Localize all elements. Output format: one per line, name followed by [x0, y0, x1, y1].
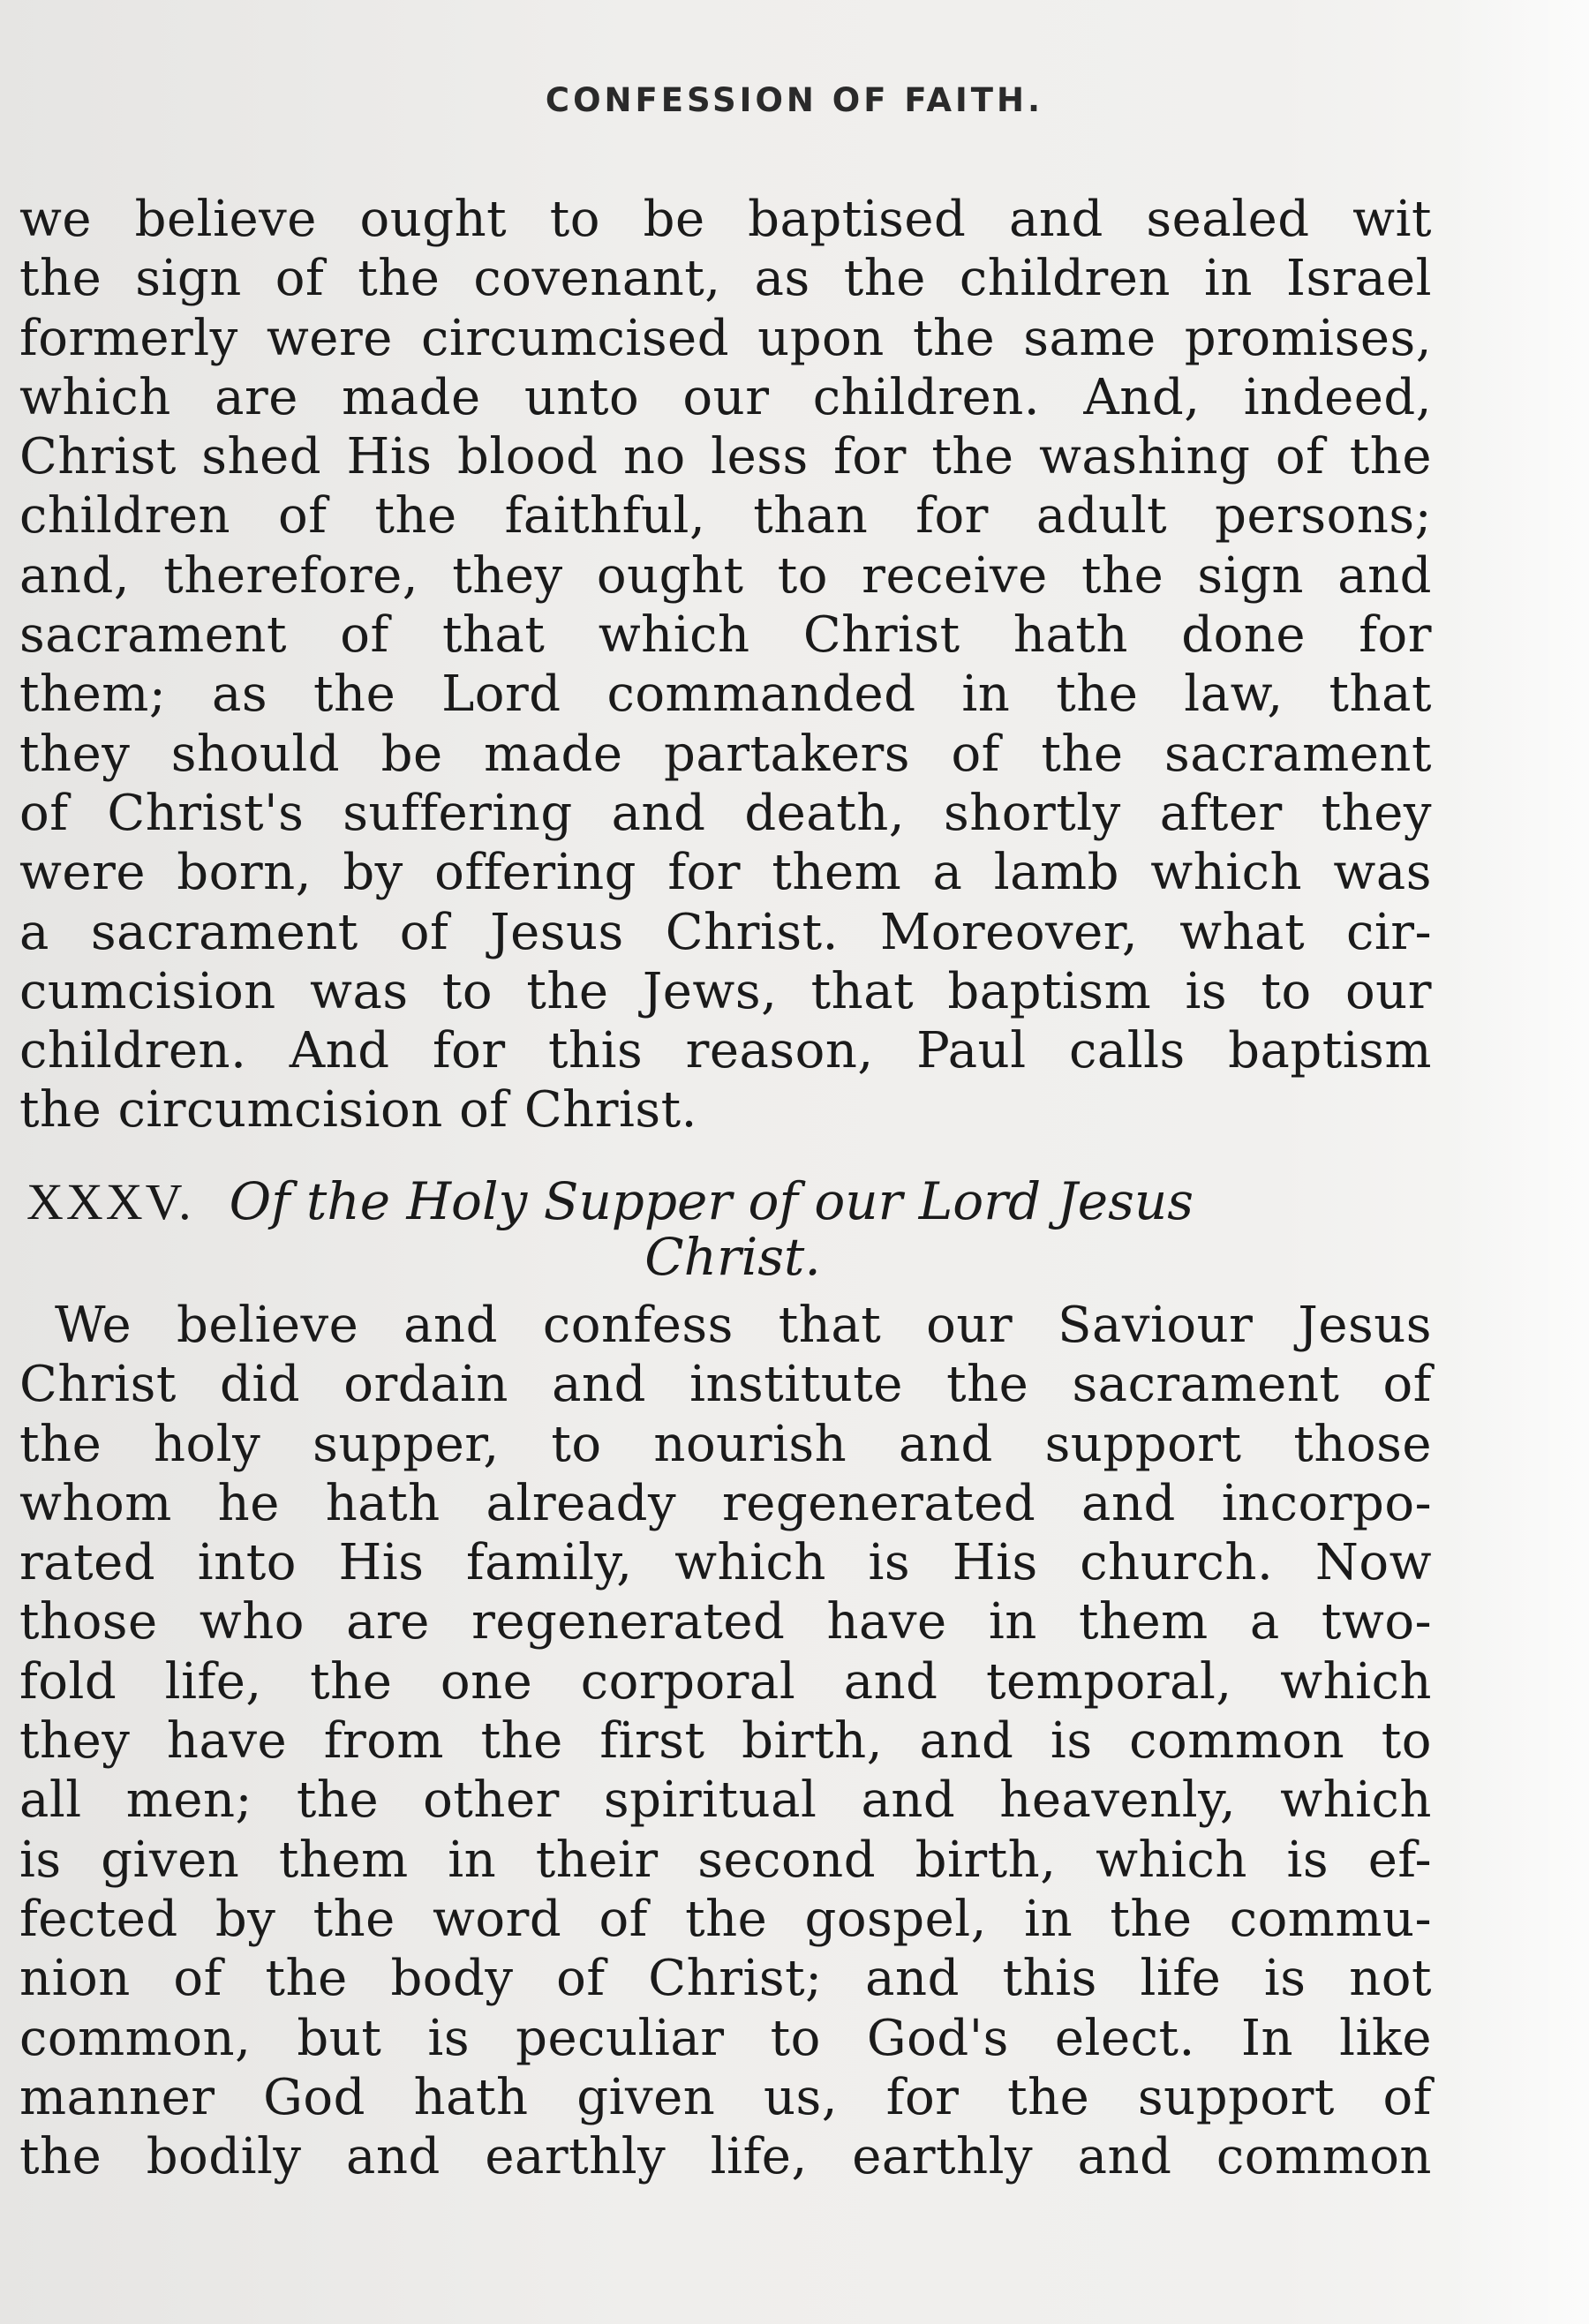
text-line: rated into His family, which is His church. Now: [19, 1534, 1432, 1592]
text-line: manner God hath given us, for the support of: [19, 2068, 1432, 2126]
text-line: formerly were circumcised upon the same promises,: [19, 309, 1432, 367]
article-heading-line-1: [26, 1171, 1439, 1231]
text-line: fold life, the one corporal and temporal, which: [19, 1652, 1432, 1711]
text-line: they have from the first birth, and is common to: [19, 1712, 1432, 1771]
text-line: Christ did ordain and institute the sacrament of: [19, 1356, 1432, 1414]
page-fold-shadow: [1448, 0, 1589, 2324]
article-numeral: XXXV.: [26, 1173, 194, 1230]
paragraph-baptism-continued: [19, 190, 1432, 1140]
text-line: those who are regenerated have in them a two-: [19, 1593, 1432, 1651]
text-line: children of the faithful, than for adult persons;: [19, 487, 1432, 545]
text-line: the sign of the covenant, as the children in Israel: [19, 250, 1432, 308]
text-line: common, but is peculiar to God's elect. In like: [19, 2009, 1432, 2067]
text-line: sacrament of that which Christ hath done for: [19, 606, 1432, 665]
text-line: whom he hath already regenerated and incorpo-: [19, 1474, 1432, 1532]
text-line: nion of the body of Christ; and this life is not: [19, 1950, 1432, 2008]
text-line: We believe and confess that our Saviour Jesus: [55, 1297, 1432, 1354]
text-line: cumcision was to the Jews, that baptism is to our: [19, 962, 1432, 1020]
text-line: fected by the word of the gospel, in the commu-: [19, 1890, 1432, 1948]
text-line: them; as the Lord commanded in the law, that: [19, 666, 1432, 724]
text-line: the circumcision of Christ.: [19, 1081, 697, 1139]
article-title: Of the Holy Supper of our Lord Jesus: [229, 1171, 1194, 1231]
text-line: and, therefore, they ought to receive the sign and: [19, 546, 1432, 605]
text-line: the bodily and earthly life, earthly and common: [19, 2128, 1432, 2186]
running-head: CONFESSION OF FAITH.: [545, 81, 1044, 119]
text-line: a sacrament of Jesus Christ. Moreover, what cir-: [19, 903, 1432, 961]
text-line: the holy supper, to nourish and support those: [19, 1415, 1432, 1473]
text-line: were born, by offering for them a lamb which was: [19, 844, 1432, 902]
paragraph-holy-supper: [19, 1296, 1432, 2186]
article-heading: [26, 1171, 1439, 1287]
text-line: which are made unto our children. And, indeed,: [19, 368, 1432, 426]
text-line: of Christ's suffering and death, shortly after they: [19, 784, 1432, 842]
text-line: we believe ought to be baptised and sealed wit: [19, 191, 1432, 248]
text-line: they should be made partakers of the sacrament: [19, 725, 1432, 783]
text-line: Christ shed His blood no less for the washing of the: [19, 428, 1432, 486]
text-line: all men; the other spiritual and heavenly, which: [19, 1771, 1432, 1830]
article-title-continuation: Christ.: [644, 1227, 821, 1287]
text-line: children. And for this reason, Paul calls baptism: [19, 1022, 1432, 1080]
text-line: is given them in their second birth, which is ef-: [19, 1831, 1432, 1889]
